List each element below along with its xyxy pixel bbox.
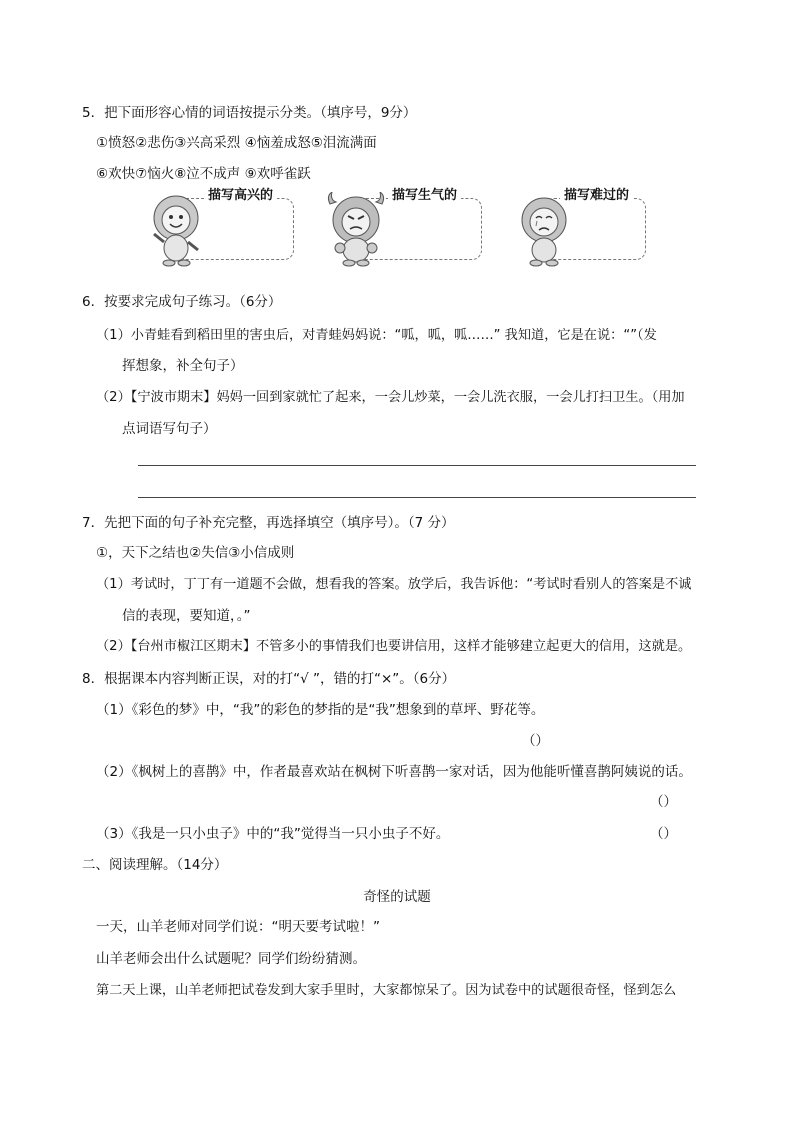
angry-lion-icon	[322, 192, 392, 268]
q8-item1-answer-paren[interactable]: （）	[522, 733, 549, 749]
story-para1: 一天，山羊老师对同学们说：“明天要考试啦！”	[96, 919, 380, 935]
q8-item2: （2）《枫树上的喜鹊》中，作者最喜欢站在枫树下听喜鹊一家对话，因为他能听懂喜鹊阿姨说的话。	[96, 764, 692, 780]
story-title: 奇怪的试题	[363, 889, 431, 905]
q6-heading: 6．按要求完成句子练习。（6分）	[82, 294, 282, 310]
q6-item2-line2: 点词语写句子）	[122, 421, 217, 437]
lion-box-angry	[322, 188, 482, 272]
q8-heading: 8．根据课本内容判断正误，对的打“√ ”，错的打“×”。（6分）	[82, 671, 456, 687]
q8-item3-answer-paren[interactable]: （）	[650, 826, 677, 842]
story-para3: 第二天上课，山羊老师把试卷发到大家手里时，大家都惊呆了。因为试卷中的试题很奇怪，怪到怎么	[96, 983, 677, 998]
q7-item1-line1: （1）考试时，丁丁有一道题不会做，想看我的答案。放学后，我告诉他：“考试时看别人的答案是不诚	[96, 577, 692, 592]
q5-options-line1: ①愤怒②悲伤③兴高采烈 ④恼羞成怒⑤泪流满面	[96, 135, 377, 151]
q6-item1-line2: 挥想象，补全句子）	[122, 358, 244, 374]
sad-lion-icon	[514, 192, 576, 268]
q5-heading: 5．把下面形容心情的词语按提示分类。（填序号，9分）	[82, 105, 417, 121]
q7-item1-line2: 信的表现，要知道，。”	[122, 608, 251, 624]
q7-options: ①，天下之结也②失信③小信成则	[96, 545, 295, 561]
story-para2: 山羊老师会出什么试题呢？同学们纷纷猜测。	[96, 951, 366, 967]
q8-item2-answer-paren[interactable]: （）	[650, 794, 677, 810]
lion-box-angry-label: 描写生气的	[388, 188, 461, 204]
q7-heading: 7．先把下面的句子补充完整，再选择填空（填序号）。（7 分）	[82, 515, 455, 531]
lion-box-happy-label: 描写高兴的	[204, 188, 277, 204]
section2-heading: 二、阅读理解。（14分）	[82, 857, 228, 873]
q6-item1-line1: （1）小青蛙看到稻田里的害虫后，对青蛙妈妈说：“呱，呱，呱……” 我知道，它是在说：“”（发	[96, 328, 657, 343]
q7-item2: （2）【台州市椒江区期末】不管多小的事情我们也要讲信用，这样才能够建立起更大的信用，这就是。	[96, 639, 692, 654]
answer-line-1[interactable]	[138, 465, 696, 466]
lion-box-sad	[514, 188, 648, 272]
lion-box-sad-label: 描写难过的	[560, 188, 633, 204]
answer-line-2[interactable]	[138, 497, 696, 498]
q5-options-line2: ⑥欢快⑦恼火⑧泣不成声 ⑨欢呼雀跃	[96, 166, 311, 182]
q8-item3: （3）《我是一只小虫子》中的“我”觉得当一只小虫子不好。	[96, 826, 450, 842]
happy-lion-icon	[146, 192, 208, 268]
q6-item2-line1: （2）【宁波市期末】妈妈一回到家就忙了起来，一会儿炒菜，一会儿洗衣服，一会儿打扫卫生。（用加	[96, 390, 685, 405]
lion-box-happy	[146, 188, 296, 272]
q8-item1: （1）《彩色的梦》中，“我”的彩色的梦指的是“我”想象到的草坪、野花等。	[96, 702, 545, 718]
